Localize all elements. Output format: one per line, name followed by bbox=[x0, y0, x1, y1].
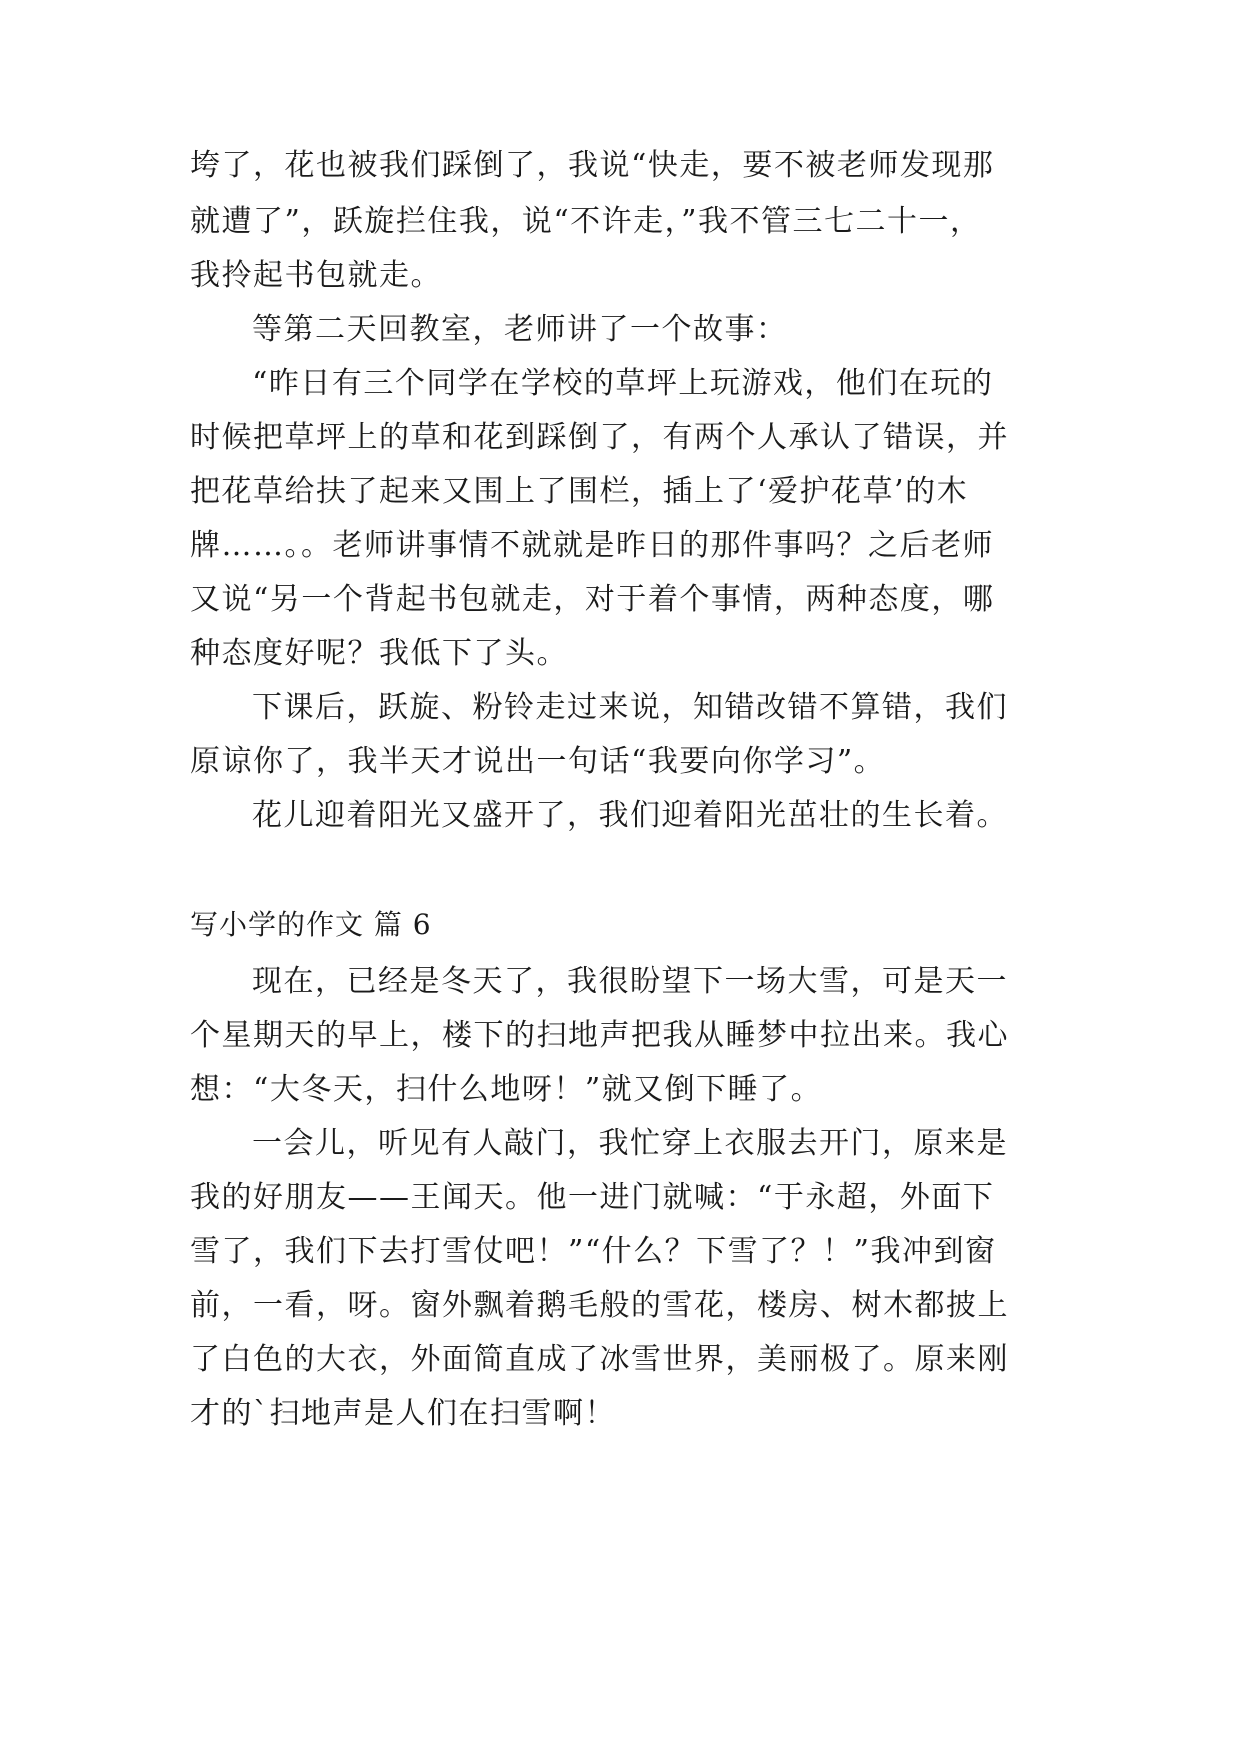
paragraph-line: 我拎起书包就走。 bbox=[190, 258, 442, 293]
paragraph-line: 个星期天的早上，楼下的扫地声把我从睡梦中拉出来。我心 bbox=[190, 1018, 1009, 1053]
paragraph-line: 垮了，花也被我们踩倒了，我说“快走，要不被老师发现那 bbox=[190, 148, 995, 183]
paragraph-line: 现在，已经是冬天了，我很盼望下一场大雪，可是天一 bbox=[252, 964, 1008, 999]
paragraph-line: 就遭了”，跃旋拦住我，说“不许走，”我不管三七二十一， bbox=[190, 204, 982, 239]
paragraph-line: 一会儿，听见有人敲门，我忙穿上衣服去开门，原来是 bbox=[252, 1126, 1008, 1161]
paragraph-line: 下课后，跃旋、粉铃走过来说，知错改错不算错，我们 bbox=[252, 690, 1008, 725]
paragraph-line: 才的`扫地声是人们在扫雪啊！ bbox=[190, 1396, 616, 1431]
paragraph-line: 想：“大冬天，扫什么地呀！”就又倒下睡了。 bbox=[190, 1072, 823, 1107]
paragraph-line: 前，一看，呀。窗外飘着鹅毛般的雪花，楼房、树木都披上 bbox=[190, 1288, 1009, 1323]
paragraph-line: 等第二天回教室，老师讲了一个故事： bbox=[252, 312, 788, 347]
paragraph-line: 又说“另一个背起书包就走，对于着个事情，两种态度，哪 bbox=[190, 582, 995, 617]
paragraph-line: 花儿迎着阳光又盛开了，我们迎着阳光茁壮的生长着。 bbox=[252, 798, 1008, 833]
paragraph-line: “昨日有三个同学在学校的草坪上玩游戏，他们在玩的 bbox=[252, 366, 994, 401]
section-heading: 写小学的作文 篇 6 bbox=[190, 908, 432, 941]
paragraph-line: 时候把草坪上的草和花到踩倒了，有两个人承认了错误，并 bbox=[190, 420, 1009, 455]
paragraph-line: 雪了，我们下去打雪仗吧！”“什么？下雪了？！”我冲到窗 bbox=[190, 1234, 997, 1269]
paragraph-line: 把花草给扶了起来又围上了围栏，插上了‘爱护花草’的木 bbox=[190, 474, 969, 509]
paragraph-line: 了白色的大衣，外面简直成了冰雪世界，美丽极了。原来刚 bbox=[190, 1342, 1009, 1377]
paragraph-line: 原谅你了，我半天才说出一句话“我要向你学习”。 bbox=[190, 744, 886, 779]
paragraph-line: 牌……。。老师讲事情不就就是昨日的那件事吗？之后老师 bbox=[190, 528, 994, 563]
paragraph-line: 我的好朋友——王闻天。他一进门就喊：“于永超，外面下 bbox=[190, 1180, 995, 1215]
paragraph-line: 种态度好呢？我低下了头。 bbox=[190, 636, 568, 671]
